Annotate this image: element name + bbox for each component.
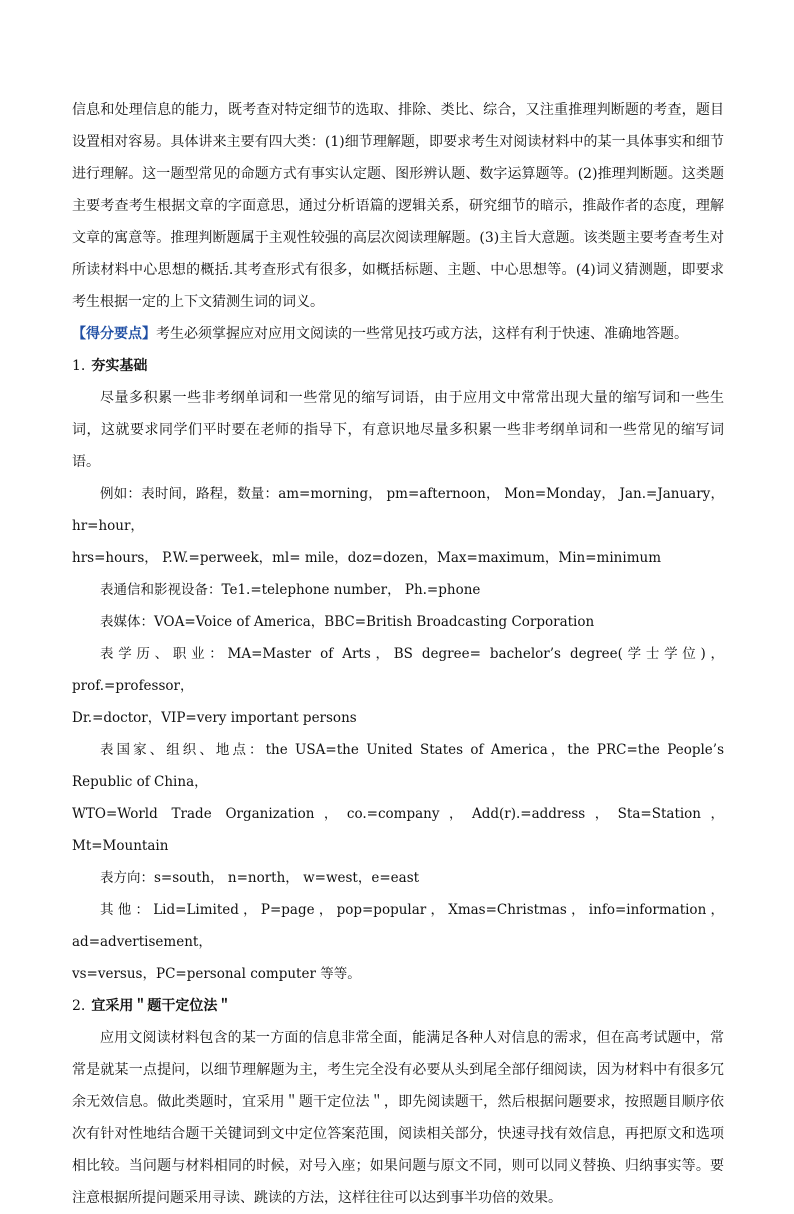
example-degree-line2: Dr.=doctor，VIP=very important persons (72, 710, 357, 726)
example-country-line1: 表国家、组织、地点：the USA=the United States of America，the PRC=the People’s Republic of China， (72, 742, 724, 790)
section2-body: 应用文阅读材料包含的某一方面的信息非常全面，能满足各种人对信息的需求，但在高考试题中，常常是就某一点提问，以细节理解题为主，考生完全没有必要从头到尾全部仔细阅读，因为材料中有很多冗余无效信息。做此类题时，宜采用＂题干定位法＂，即先阅读题干，然后根据问题要求，按照题目顺序依次有针对性地结合题干关键词到文中定位答案范围，阅读相关部分，快速寻找有效信息，再把原文和选项相比较。当问题与材料相同的时候，对号入座；如果问题与原文不同，则可以同义替换、归纳事实等。要注意根据所提问题采用寻读、跳读的方法，这样往往可以达到事半功倍的效果。 (72, 1030, 724, 1206)
section1-title: 夯实基础 (91, 358, 148, 374)
section1-body: 尽量多积累一些非考纲单词和一些常见的缩写词语，由于应用文中常常出现大量的缩写词和一些生词，这就要求同学们平时要在老师的指导下，有意识地尽量多积累一些非考纲单词和一些常见的缩写词语。 (72, 390, 724, 470)
key-points-text: 考生必须掌握应对应用文阅读的一些常见技巧或方法，这样有利于快速、准确地答题。 (156, 326, 688, 342)
section2-title: 宜采用＂题干定位法＂ (91, 998, 232, 1014)
example-media: 表媒体：VOA=Voice of America，BBC=British Broadcasting Corporation (100, 614, 595, 630)
section2-heading (72, 990, 724, 1022)
example-country-line2: WTO=World Trade Organization，co.=company，Add(r).=address，Sta=Station，Mt=Mountain (72, 806, 724, 854)
example-time-line1: 例如：表时间，路程，数量：am=morning， pm=afternoon， Mon=Monday， Jan.=January，hr=hour， (72, 486, 724, 534)
example-telecom: 表通信和影视设备：Te1.=telephone number， Ph.=phone (100, 582, 481, 598)
example-degree-line1: 表学历、职业：MA=Master of Arts，BS degree= bachelor’s degree(学士学位)，prof.=professor， (72, 646, 724, 694)
section1-number: 1. (72, 358, 86, 374)
example-time-line2: hrs=hours， P.W.=perweek，ml= mile，doz=dozen，Max=maximum，Min=minimum (72, 550, 661, 566)
abbreviation-examples (72, 478, 724, 990)
example-other-line2: vs=versus，PC=personal computer 等等。 (72, 966, 361, 982)
key-points-paragraph (72, 318, 724, 350)
key-points-label: 【得分要点】 (72, 326, 156, 342)
section2-number: 2. (72, 998, 86, 1014)
section1-heading (72, 350, 724, 382)
document-page (72, 94, 724, 1214)
example-direction: 表方向：s=south， n=north， w=west，e=east (100, 870, 420, 886)
example-other-line1: 其他：Lid=Limited，P=page，pop=popular，Xmas=Christmas，info=information，ad=advertisement， (72, 902, 724, 950)
intro-paragraph: 信息和处理信息的能力，既考查对特定细节的选取、排除、类比、综合，又注重推理判断题的考查，题目设置相对容易。具体讲来主要有四大类：(1)细节理解题，即要求考生对阅读材料中的某一具体事实和细节进行理解。这一题型常见的命题方式有事实认定题、图形辨认题、数字运算题等。(2)推理判断题。这类题主要考查考生根据文章的字面意思，通过分析语篇的逻辑关系，研究细节的暗示，推敲作者的态度，理解文章的寓意等。推理判断题属于主观性较强的高层次阅读理解题。(3)主旨大意题。该类题主要考查考生对所读材料中心思想的概括.其考查形式有很多，如概括标题、主题、中心思想等。(4)词义猜测题，即要求考生根据一定的上下文猜测生词的词义。 (72, 102, 724, 310)
